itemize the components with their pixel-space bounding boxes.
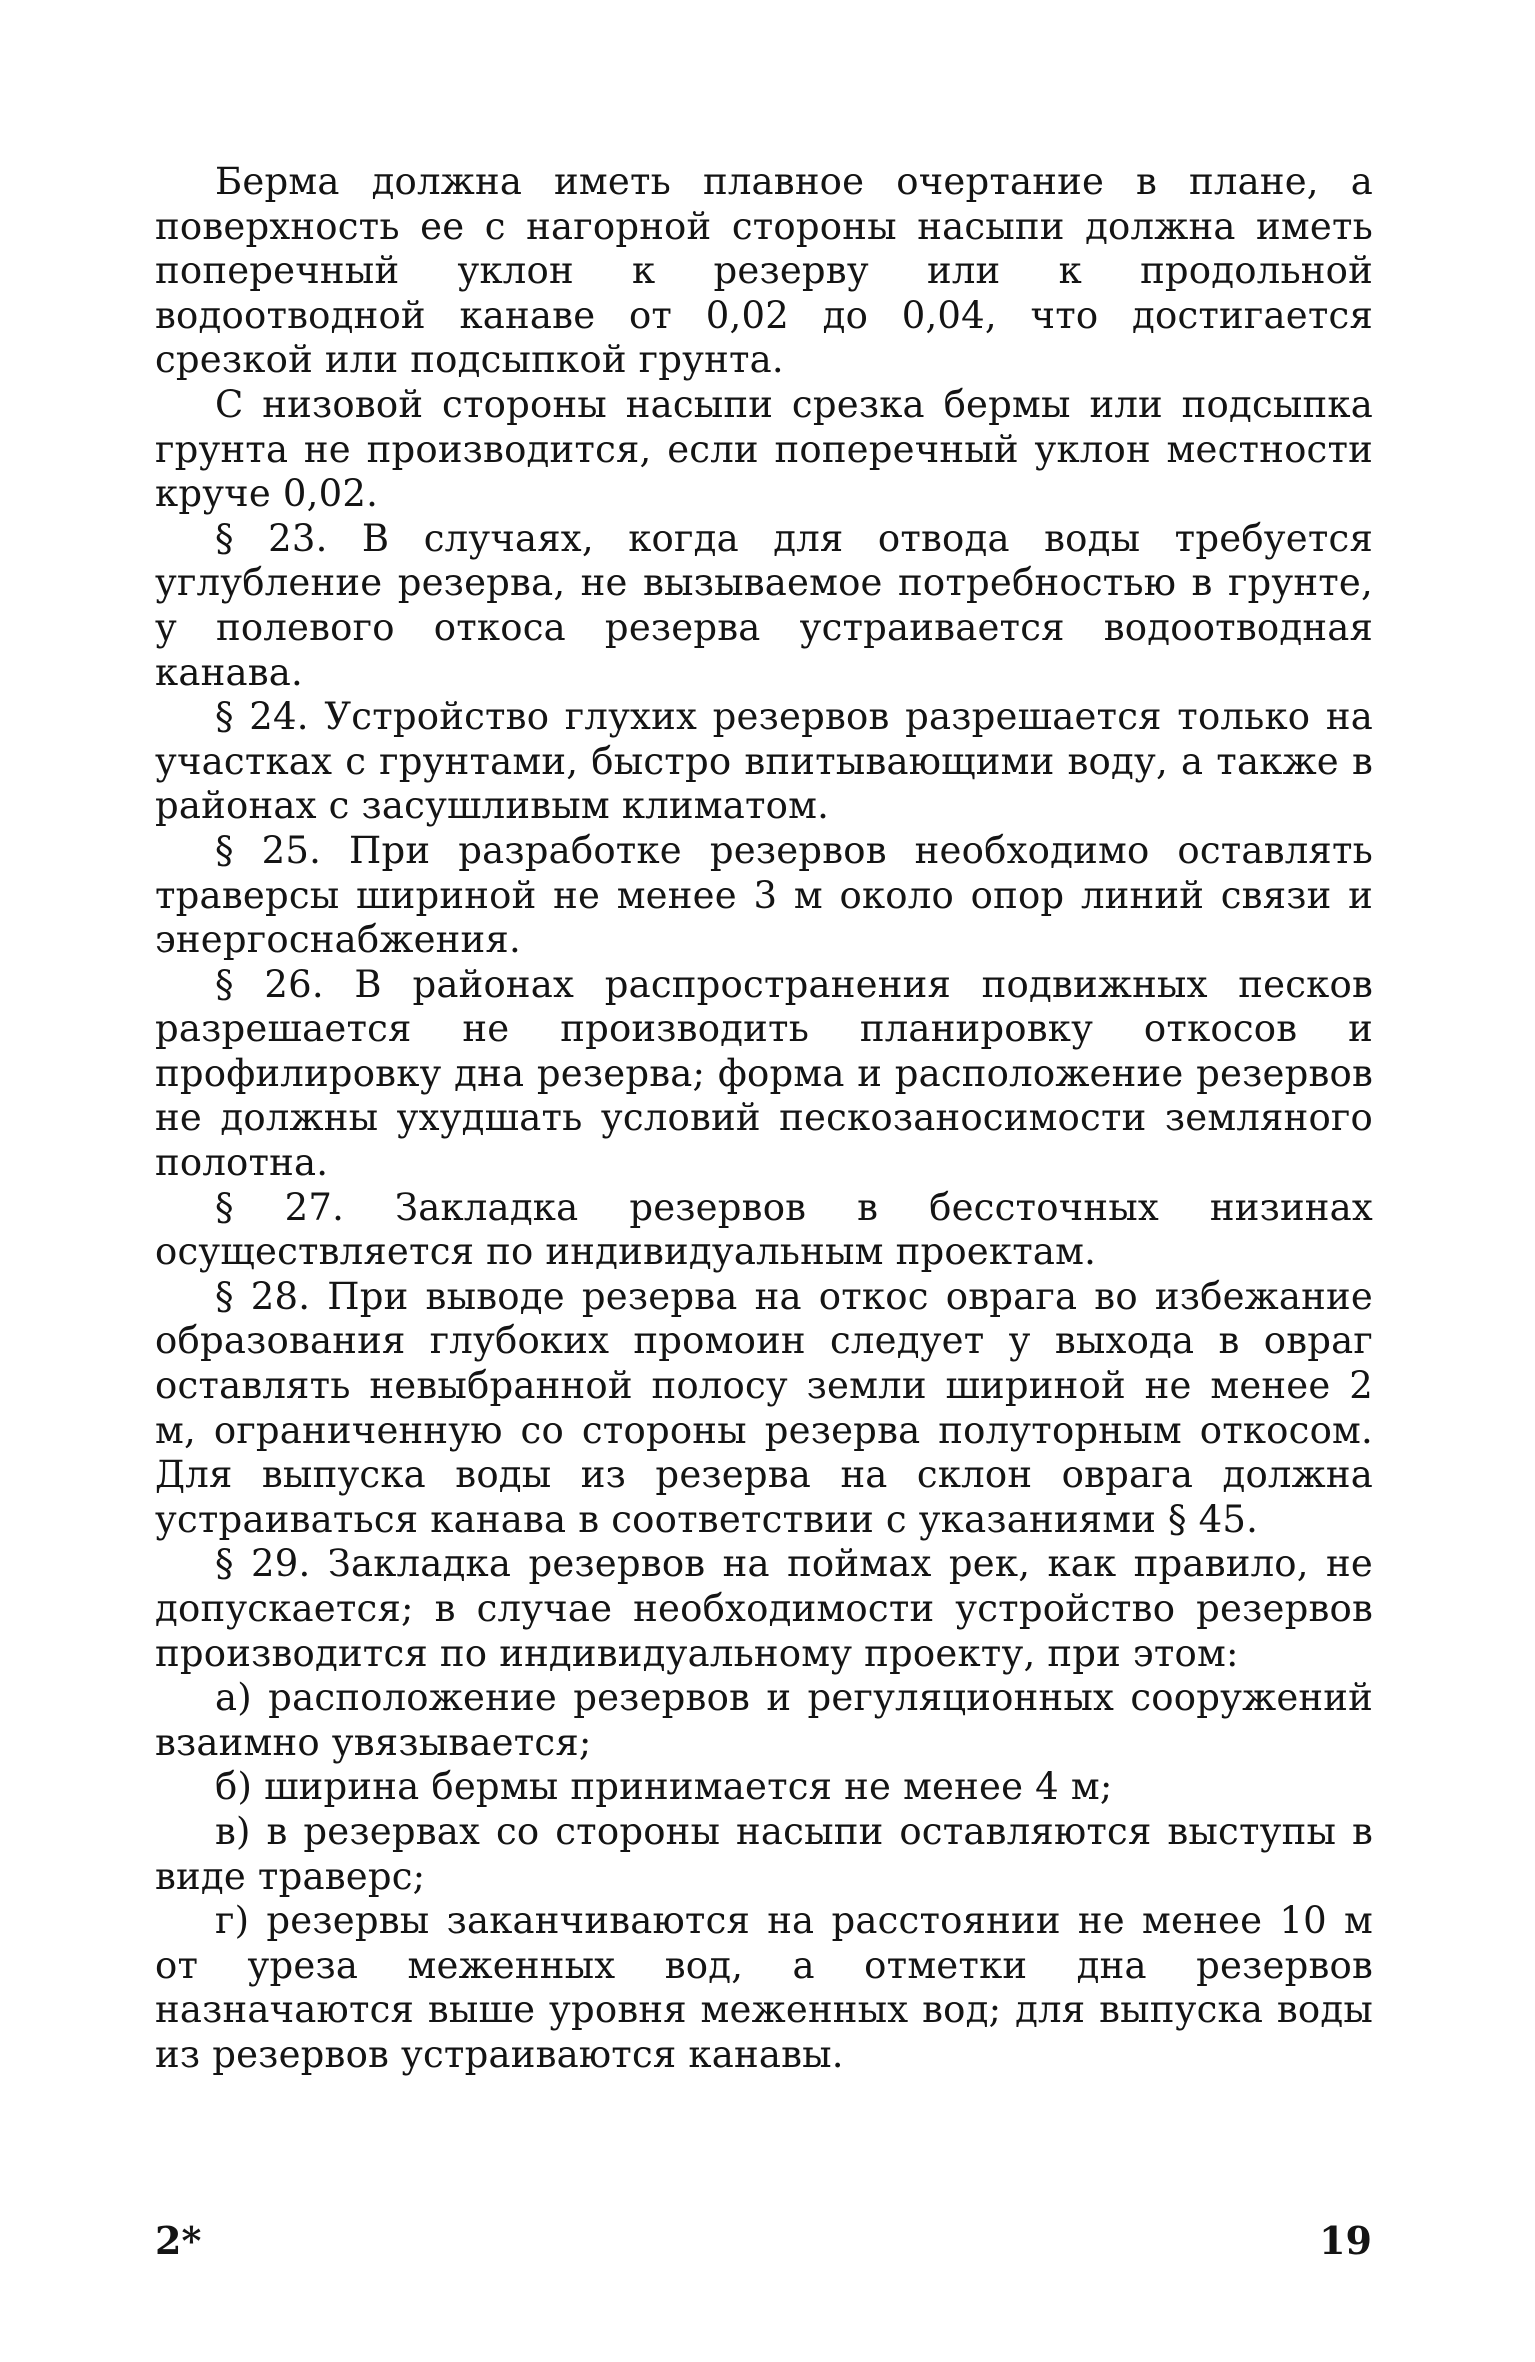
paragraph-section-23: § 23. В случаях, когда для отвода воды требуется углубление резерва, не вызываемое потребностью в грунте, у полевого откоса резерва устраивается водоотводная канава. bbox=[155, 516, 1373, 694]
paragraph-section-24: § 24. Устройство глухих резервов разрешается только на участках с грунтами, быстро впитывающими воду, а также в районах с засушливым климатом. bbox=[155, 695, 1373, 828]
paragraph-section-25: § 25. При разработке резервов необходимо оставлять траверсы шириной не менее 3 м около опор линий связи и энергоснабжения. bbox=[155, 828, 1373, 962]
paragraph-section-29: § 29. Закладка резервов на поймах рек, как правило, не допускается; в случае необходимости устройство резервов производится по индивидуальному проекту, при этом: bbox=[155, 1542, 1373, 1675]
page-footer bbox=[0, 2218, 1535, 2278]
list-item-g: г) резервы заканчиваются на расстоянии не менее 10 м от уреза меженных вод, а отметки дна резервов назначаются выше уровня меженных вод; для выпуска воды из резервов устраиваются канавы. bbox=[155, 1899, 1373, 2076]
paragraph-section-27: § 27. Закладка резервов в бессточных низинах осуществляется по индивидуальным проектам. bbox=[155, 1185, 1373, 1274]
list-item-a: а) расположение резервов и регуляционных сооружений взаимно увязывается; bbox=[155, 1676, 1373, 1764]
paragraph-section-26: § 26. В районах распространения подвижных песков разрешается не производить планировку откосов и профилировку дна резерва; форма и расположение резервов не должны ухудшать условий пескозаносимости земляного полотна. bbox=[155, 962, 1373, 1185]
paragraph-berm-shape: Берма должна иметь плавное очертание в плане, а поверхность ее с нагорной стороны насыпи должна иметь поперечный уклон к резерву или к продольной водоотводной канаве от 0,02 до 0,04, что достигается срезкой или подсыпкой грунта. bbox=[155, 160, 1373, 382]
page-number: 19 bbox=[1319, 2218, 1372, 2263]
paragraph-section-28: § 28. При выводе резерва на откос оврага во избежание образования глубоких промоин следует у выхода в овраг оставлять невыбранной полосу земли шириной не менее 2 м, ограниченную со стороны резерва полуторным откосом. Для выпуска воды из резерва на склон оврага должна устраиваться канава в соответствии с указаниями § 45. bbox=[155, 1274, 1373, 1541]
paragraph-lower-side: С низовой стороны насыпи срезка бермы или подсыпка грунта не производится, если поперечный уклон местности круче 0,02. bbox=[155, 382, 1373, 516]
signature-mark: 2* bbox=[155, 2218, 202, 2263]
body-text bbox=[155, 160, 1373, 2078]
list-item-v: в) в резервах со стороны насыпи оставляются выступы в виде траверс; bbox=[155, 1809, 1373, 1898]
list-item-b: б) ширина бермы принимается не менее 4 м; bbox=[215, 1765, 1113, 1809]
